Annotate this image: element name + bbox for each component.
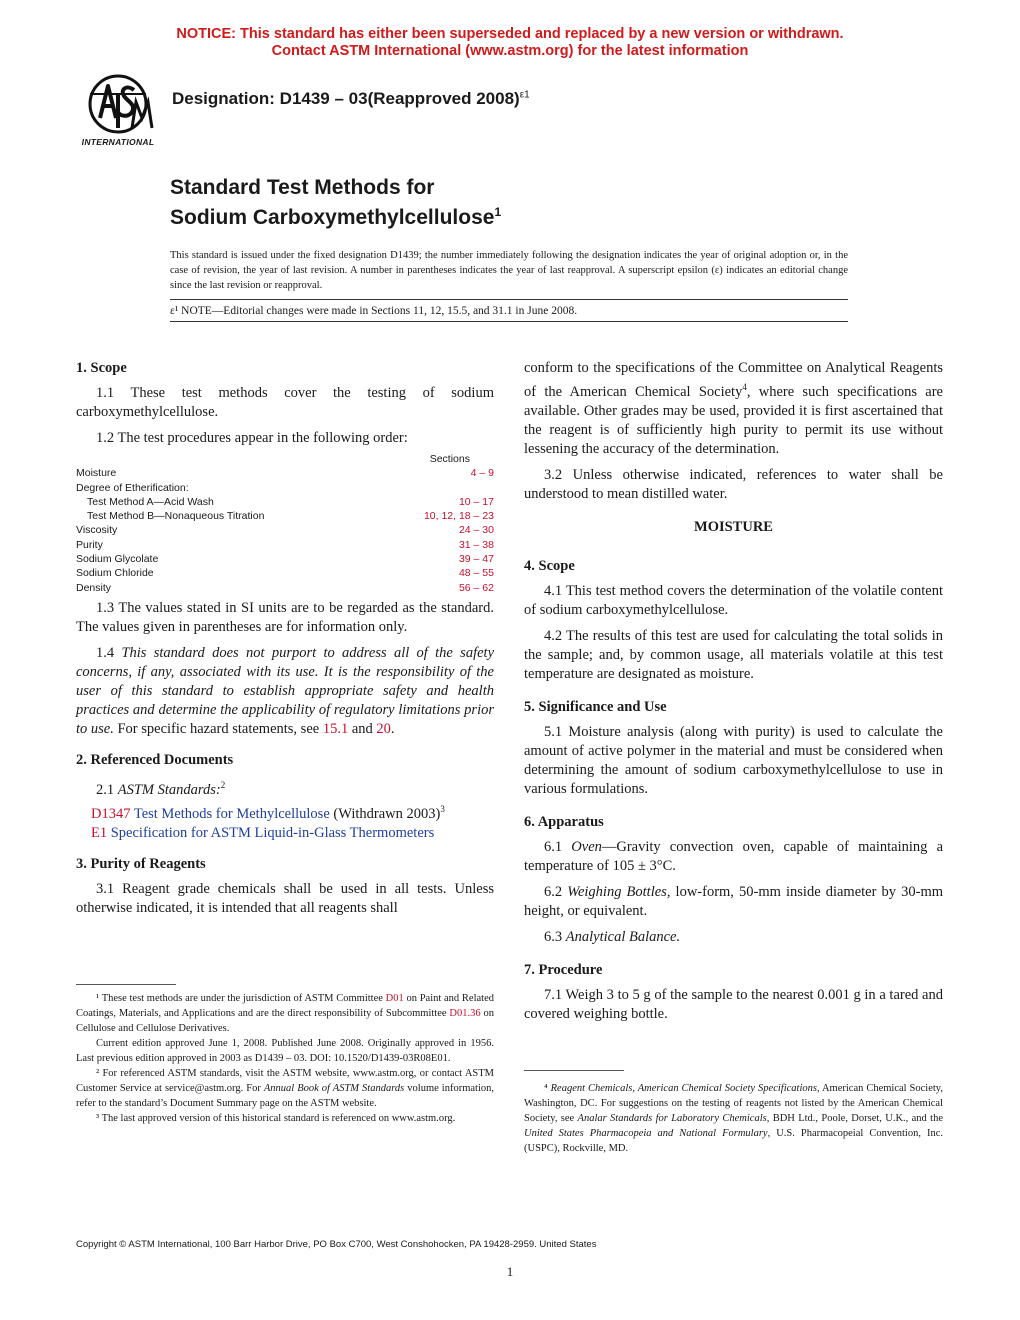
link-e1[interactable]: E1 (91, 824, 108, 841)
para-6-1 (524, 838, 943, 876)
toc-label: Sodium Chloride (76, 567, 154, 580)
toc-label: Viscosity (76, 524, 118, 537)
toc-row (76, 581, 494, 595)
title-line-1: Standard Test Methods for (170, 176, 435, 199)
footnote-1-text-a: ¹ These test methods are under the jurisdiction of ASTM Committee (96, 993, 386, 1004)
toc-section-link[interactable]: 4 – 9 (470, 467, 494, 480)
toc-row (76, 538, 494, 552)
para-6-1-text: —Gravity convection oven, capable of maintaining a temperature of 105 ± 3°C. (524, 838, 944, 874)
footnote-divider-right (524, 1070, 624, 1071)
section-4-heading: 4. Scope (524, 557, 575, 574)
issued-note: This standard is issued under the fixed designation D1439; the number immediately following the designation indicates the year of original adoption or, in the case of revision, the year of last revision. A number in parentheses indicates the year of last reapproval. A superscript epsilon (ε) indicates an editorial change since the last revision or reapproval. (170, 250, 848, 291)
para-6-3 (524, 928, 943, 947)
footnote-divider-left (76, 984, 176, 985)
footnote-1-text-b: on Paint and Related Coatings, Materials, and Applications and are the direct responsibility of Subcommittee (76, 993, 494, 1019)
footnote-1-edition: Current edition approved June 1, 2008. Published June 2008. Originally approved in 1956. Last previous edition approved in 2003 as D1439 – 03. DOI: 10.1520/D1439-03R08E01. (76, 1038, 494, 1064)
toc-label: Density (76, 581, 112, 594)
para-2-1-number: 2.1 (96, 781, 118, 798)
footnotes-right (524, 1081, 943, 1156)
para-6-2-text: low-form, 50-mm inside diameter by 30-mm height, or equivalent. (524, 883, 943, 919)
reference-e1 (76, 824, 494, 843)
para-6-3-term: Analytical Balance. (565, 928, 681, 945)
section-2-heading: 2. Referenced Documents (76, 751, 234, 768)
para-6-2 (524, 883, 943, 921)
para-1-4-number: 1.4 (96, 644, 122, 661)
toc-row (76, 481, 494, 495)
designation-epsilon: ε1 (519, 89, 530, 101)
para-7-1: 7.1 Weigh 3 to 5 g of the sample to the nearest 0.001 g in a tared and covered weighing bottle. (524, 986, 943, 1022)
section-7-heading: 7. Procedure (524, 961, 603, 978)
astm-logo-mark (72, 72, 164, 134)
footnote-2-text-a: ² For referenced ASTM standards, visit the ASTM website, www.astm.org, or contact ASTM Customer Service at service@astm.org. For (76, 1068, 494, 1094)
para-4-1: 4.1 This test method covers the determination of the volatile content of sodium carboxymethylcellulose. (524, 582, 943, 618)
designation (172, 89, 530, 109)
header-divider-top (170, 299, 848, 300)
para-6-2-number: 6.2 (544, 883, 568, 900)
footnote-2 (76, 1066, 494, 1111)
toc-row (76, 566, 494, 580)
page-number: 1 (506, 1264, 514, 1279)
link-d1347-title[interactable]: Test Methods for Methylcellulose (130, 805, 330, 822)
footnote-3: ³ The last approved version of this historical standard is referenced on www.astm.org. (96, 1113, 456, 1124)
notice-line-2: Contact ASTM International (www.astm.org) for the latest information (271, 43, 749, 59)
footnote-2-text-b: volume information, refer to the standard’s Document Summary page on the ASTM website. (76, 1083, 494, 1109)
toc-section-link[interactable]: 24 – 30 (458, 524, 494, 537)
sections-table-header: Sections (429, 453, 470, 465)
toc-section-link[interactable]: 48 – 55 (458, 567, 494, 580)
logo-text: INTERNATIONAL (81, 137, 155, 147)
title-footnote-ref: 1 (494, 205, 502, 219)
page-title (170, 175, 501, 230)
toc-rows (76, 466, 494, 595)
para-3-1: 3.1 Reagent grade chemicals shall be used in all tests. Unless otherwise indicated, it is intended that all reagents shall (76, 880, 494, 916)
toc-section-link[interactable]: 10 – 17 (458, 495, 494, 508)
para-1-2: 1.2 The test procedures appear in the following order: (96, 430, 408, 446)
para-4-2: 4.2 The results of this test are used for calculating the total solids in the sample; and, by common usage, all materials volatile at this test temperature are designated as moisture. (524, 627, 943, 682)
sections-table (76, 452, 494, 595)
para-2-1-label: ASTM Standards: (117, 781, 221, 798)
para-1-4-end: . (390, 720, 395, 737)
para-1-1: 1.1 These test methods cover the testing of sodium carboxymethylcellulose. (76, 385, 494, 420)
toc-section-link[interactable]: 56 – 62 (458, 581, 494, 594)
link-d1347[interactable]: D1347 (91, 805, 131, 822)
para-3-1-cont-b: , where such specifications are available. Other grades may be used, provided it is first ascertained that the reagent is of sufficiently high purity to permit its use without lessening the accuracy of the determination. (524, 383, 943, 457)
toc-label: Test Method B—Nonaqueous Titration (87, 510, 265, 523)
para-5-1: 5.1 Moisture analysis (along with purity) is used to calculate the amount of active polymer in the material and must be considered when determining the amount of sodium carboxymethylcellulose to use in various formulations. (524, 723, 943, 797)
footnote-4-text-a: , American Chemical Society, Washington, DC. For suggestions on the testing of reagents not listed by the American Chemical Society, see (524, 1083, 943, 1124)
right-column (524, 359, 943, 1031)
link-subcommittee-d01-36[interactable]: D01.36 (449, 1008, 481, 1019)
toc-label: Degree of Etherification: (76, 481, 189, 494)
toc-row (76, 523, 494, 537)
toc-row (76, 509, 494, 523)
para-3-1-footnote-ref: 4 (742, 382, 747, 392)
toc-label: Sodium Glycolate (76, 553, 159, 566)
left-column (76, 359, 494, 925)
footnote-4-number: ⁴ (544, 1083, 551, 1094)
section-6-heading: 6. Apparatus (524, 813, 604, 830)
withdrawn-notice (0, 26, 1020, 60)
footnotes-left (76, 991, 494, 1126)
para-3-2: 3.2 Unless otherwise indicated, references to water shall be understood to mean distilled water. (524, 466, 943, 502)
header-divider-bottom (170, 321, 848, 322)
notice-line-1: NOTICE: This standard has either been superseded and replaced by a new version or withdrawn. (176, 26, 844, 42)
astm-logo (72, 72, 164, 146)
section-5-heading: 5. Significance and Use (524, 698, 667, 715)
footnote-1-text-c: on Cellulose and Cellulose Derivatives. (76, 1008, 495, 1034)
para-1-3: 1.3 The values stated in SI units are to be regarded as the standard. The values given in parentheses are for information only. (76, 599, 494, 635)
para-6-1-term: Oven (571, 838, 602, 855)
link-section-20[interactable]: 20 (376, 720, 391, 737)
para-3-1-continued (524, 359, 943, 459)
toc-section-link[interactable]: 39 – 47 (458, 553, 494, 566)
footnote-1 (76, 991, 494, 1036)
toc-section-link[interactable]: 10, 12, 18 – 23 (423, 510, 494, 523)
toc-label: Purity (76, 538, 103, 551)
para-3-1-cont-a: conform to the specifications of the Committee on Analytical Reagents of the American Chemical Society (524, 360, 943, 400)
title-line-2: Sodium Carboxymethylcellulose (170, 206, 495, 229)
footnote-4-title-2: Analar Standards for Laboratory Chemicals (577, 1113, 767, 1124)
footnote-4-text-c: , U.S. Pharmacopeial Convention, Inc. (USPC), Rockville, MD. (524, 1128, 943, 1154)
reference-d1347 (76, 800, 494, 824)
link-section-15-1[interactable]: 15.1 (322, 720, 349, 737)
para-6-3-number: 6.3 (544, 928, 566, 945)
toc-label: Test Method A—Acid Wash (87, 495, 214, 508)
para-6-2-term: Weighing Bottles, (567, 883, 671, 900)
toc-row (76, 552, 494, 566)
toc-row (76, 495, 494, 509)
para-2-1 (76, 776, 494, 800)
designation-text: Designation: D1439 – 03(Reapproved 2008) (172, 89, 520, 108)
epsilon-note: ε¹ NOTE—Editorial changes were made in Sections 11, 12, 15.5, and 31.1 in June 2008. (170, 305, 578, 317)
link-e1-title[interactable]: Specification for ASTM Liquid-in-Glass Thermometers (107, 824, 435, 841)
footnote-4-title-1: Reagent Chemicals, American Chemical Society Specifications (550, 1083, 817, 1094)
link-committee-d01[interactable]: D01 (385, 993, 404, 1004)
toc-row (76, 466, 494, 480)
toc-section-link[interactable]: 31 – 38 (458, 538, 494, 551)
toc-label: Moisture (76, 467, 117, 480)
section-3-heading: 3. Purity of Reagents (76, 855, 206, 872)
moisture-heading: MOISTURE (694, 518, 773, 535)
footnote-4 (524, 1081, 943, 1156)
reference-d1347-status: (Withdrawn 2003) (329, 805, 441, 822)
para-6-1-number: 6.1 (544, 838, 572, 855)
reference-d1347-footnote-ref: 3 (440, 803, 445, 814)
para-1-4-and: and (348, 720, 377, 737)
footnote-2-book-title: Annual Book of ASTM Standards (263, 1083, 405, 1094)
para-1-4-caveat: This standard does not purport to address all of the safety concerns, if any, associated with its use. It is the responsibility of the user of this standard to establish appropriate safety and health practices and determine the applicability of regulatory limitations prior to use. (76, 644, 495, 737)
para-2-1-footnote-ref: 2 (220, 779, 226, 790)
footnote-4-title-3: United States Pharmacopeia and National Formulary (524, 1128, 768, 1139)
para-1-4 (76, 644, 494, 739)
footnote-4-text-b: , BDH Ltd., Poole, Dorset, U.K., and the (766, 1113, 943, 1124)
para-1-4-tail: For specific hazard statements, see (113, 720, 323, 737)
copyright: Copyright © ASTM International, 100 Barr Harbor Drive, PO Box C700, West Conshohocken, PA 19428-2959. United States (76, 1239, 597, 1250)
section-1-heading: 1. Scope (76, 360, 127, 376)
